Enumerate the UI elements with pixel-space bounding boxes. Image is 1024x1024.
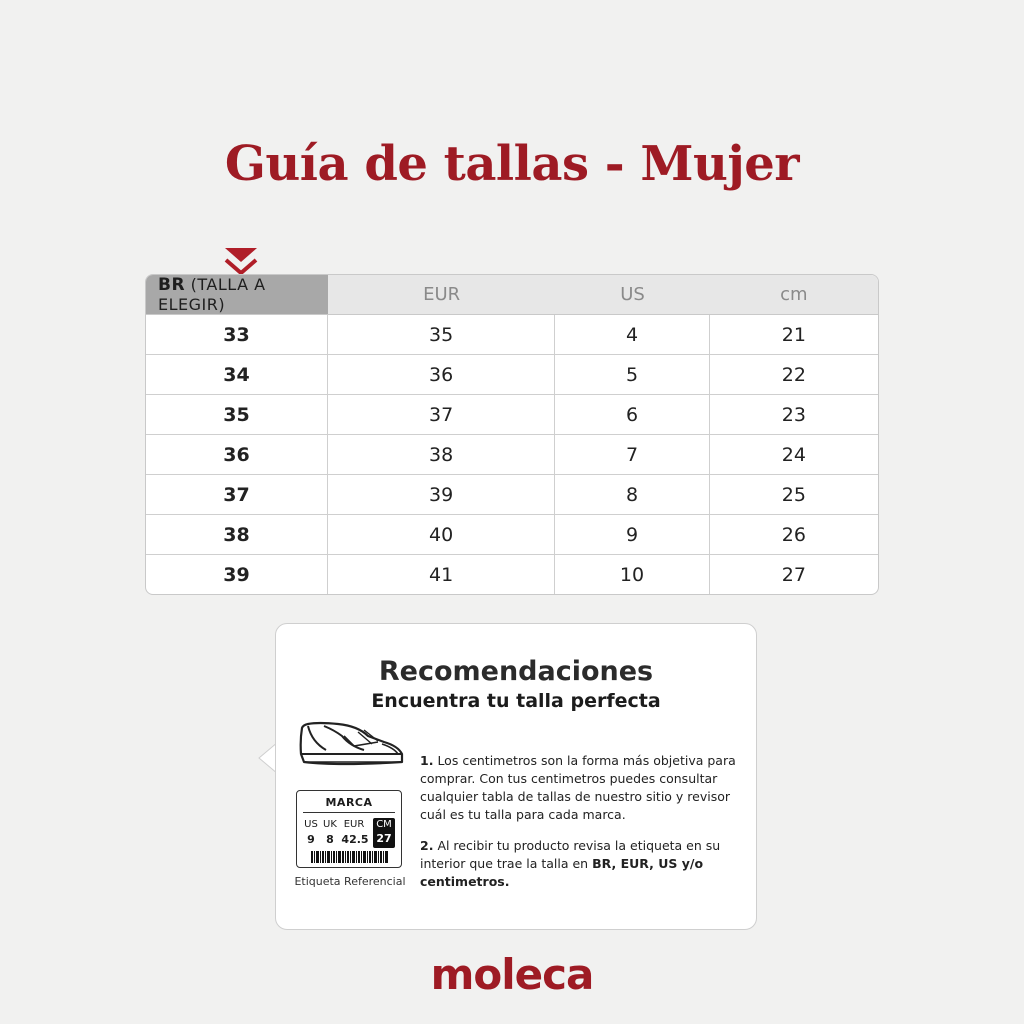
label-val-eur: 42.5 bbox=[341, 833, 369, 846]
header-br-code: BR bbox=[158, 275, 186, 295]
sneaker-icon bbox=[298, 720, 406, 772]
steps bbox=[420, 752, 738, 904]
cell-us: 9 bbox=[555, 515, 709, 555]
table-row bbox=[146, 515, 878, 555]
table-row bbox=[146, 355, 878, 395]
cell-cm: 27 bbox=[781, 563, 806, 586]
table-row bbox=[146, 475, 878, 515]
cell-eur: 37 bbox=[328, 395, 555, 435]
cell-us: 5 bbox=[555, 355, 709, 395]
cell-us: 4 bbox=[555, 315, 709, 355]
cell-us: 10 bbox=[555, 555, 709, 594]
step-2 bbox=[420, 837, 738, 891]
table-row bbox=[146, 315, 878, 355]
label-col-us: US bbox=[304, 819, 318, 830]
step-1 bbox=[420, 752, 738, 824]
step-1-text: Los centimetros son la forma más objetiva para comprar. Con tus centimetros puedes consultar cualquier tabla de tallas de nuestro sitio y revisor cuál es tu talla para cada marca. bbox=[420, 753, 736, 822]
label-cm: CM bbox=[376, 819, 392, 830]
cell-us: 8 bbox=[555, 475, 709, 515]
table-header-row bbox=[146, 275, 878, 315]
label-divider bbox=[303, 812, 395, 813]
label-caption: Etiqueta Referencial bbox=[294, 875, 406, 888]
table-row bbox=[146, 555, 878, 594]
header-br-note: (TALLA A ELEGIR) bbox=[158, 275, 266, 314]
cell-eur: 38 bbox=[328, 435, 555, 475]
header-eur: EUR bbox=[328, 275, 555, 315]
label-val-uk: 8 bbox=[326, 833, 334, 846]
cell-br: 36 bbox=[146, 435, 328, 475]
header-cm: cm bbox=[710, 275, 878, 315]
table-row bbox=[146, 395, 878, 435]
cell-br: 34 bbox=[146, 355, 328, 395]
label-col-uk: UK bbox=[323, 819, 337, 830]
table-row bbox=[146, 435, 878, 475]
recommendations-title: Recomendaciones bbox=[378, 656, 654, 687]
cell-eur: 39 bbox=[328, 475, 555, 515]
cell-cm: 23 bbox=[710, 395, 878, 435]
label-val-us: 9 bbox=[307, 833, 315, 846]
cell-br: 33 bbox=[146, 315, 328, 355]
cell-br: 39 bbox=[146, 555, 328, 594]
cell-eur: 41 bbox=[328, 555, 555, 594]
page-title: Guía de tallas - Mujer bbox=[224, 136, 800, 192]
brand-logo: moleca bbox=[430, 950, 594, 999]
step-2-text: Al recibir tu producto revisa la etiqueta en su interior que trae la talla en bbox=[420, 838, 721, 871]
cell-cm: 24 bbox=[710, 435, 878, 475]
cell-eur: 40 bbox=[328, 515, 555, 555]
step-2-number: 2. bbox=[420, 838, 434, 853]
cell-br: 38 bbox=[146, 515, 328, 555]
size-table bbox=[145, 274, 879, 595]
recommendations-subtitle: Encuentra tu talla perfecta bbox=[371, 690, 661, 712]
reference-label bbox=[296, 790, 402, 868]
label-cm-box bbox=[373, 818, 395, 848]
cell-cm: 26 bbox=[710, 515, 878, 555]
label-cm-value: 27 bbox=[376, 832, 392, 845]
header-br bbox=[146, 275, 328, 315]
cell-br: 35 bbox=[146, 395, 328, 435]
step-1-number: 1. bbox=[420, 753, 434, 768]
label-brand: MARCA bbox=[325, 796, 373, 809]
cell-cm: 25 bbox=[710, 475, 878, 515]
recommendations-card bbox=[275, 623, 757, 930]
cell-us: 7 bbox=[555, 435, 709, 475]
cell-cm: 21 bbox=[710, 315, 878, 355]
label-col-eur: EUR bbox=[343, 819, 365, 830]
cell-cm: 22 bbox=[710, 355, 878, 395]
cell-eur: 35 bbox=[328, 315, 555, 355]
cell-eur: 36 bbox=[328, 355, 555, 395]
step-2-bold: BR, EUR, US y/o centimetros. bbox=[420, 856, 704, 889]
barcode-icon bbox=[311, 851, 389, 863]
header-us: US bbox=[555, 275, 709, 315]
cell-br: 37 bbox=[146, 475, 328, 515]
cell-us: 6 bbox=[555, 395, 709, 435]
